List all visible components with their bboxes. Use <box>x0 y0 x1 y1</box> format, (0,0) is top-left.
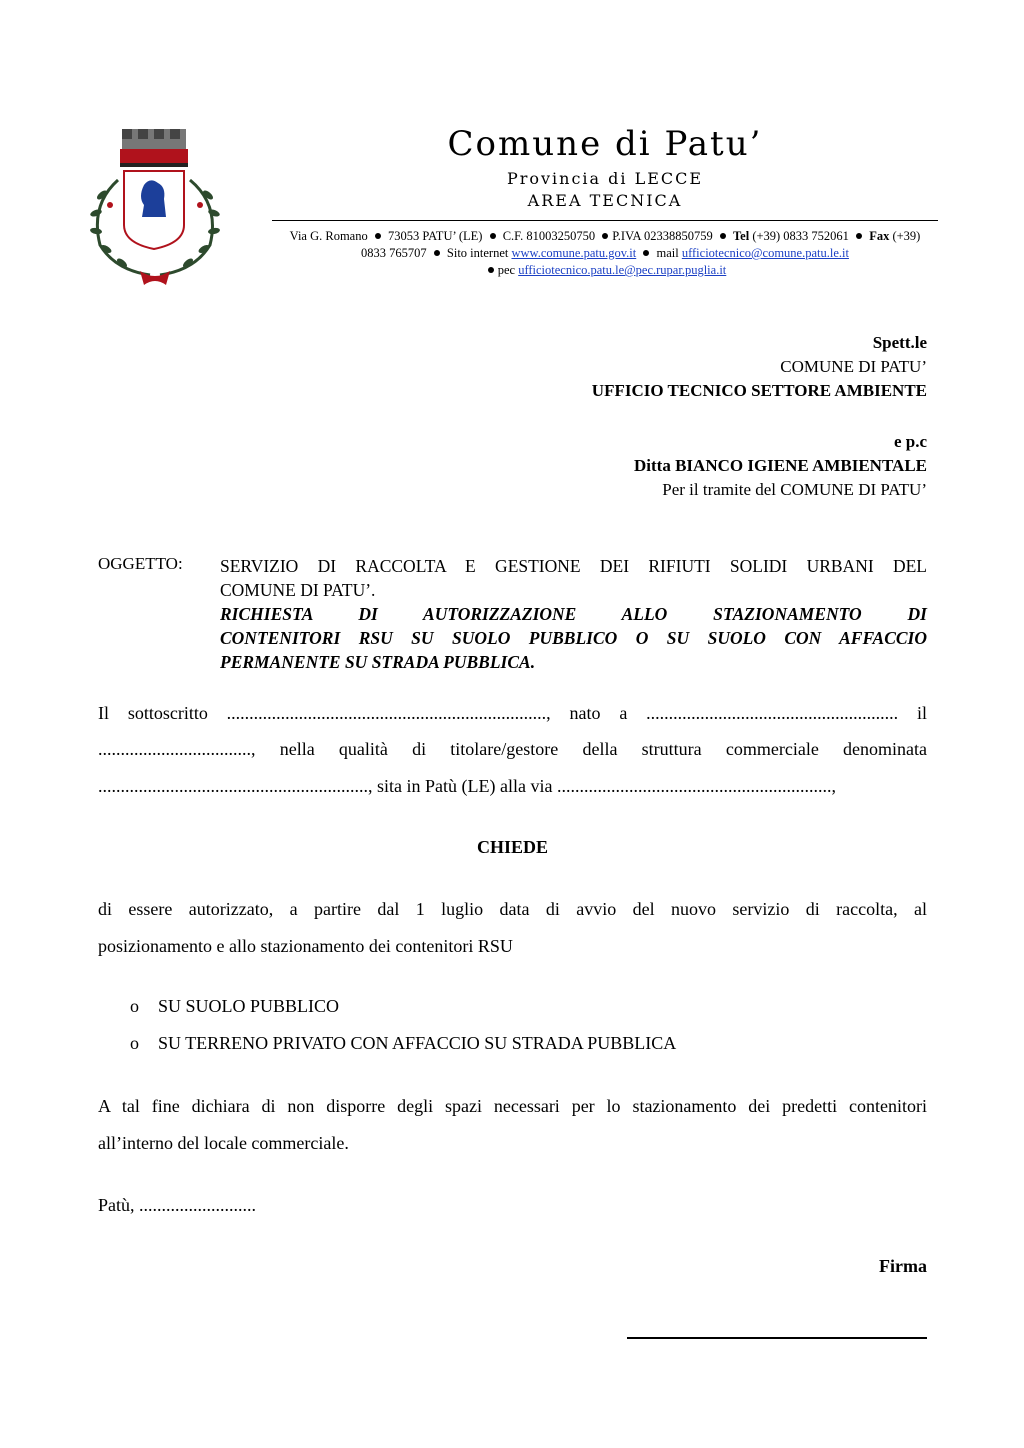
declaration-line-2: all’interno del locale commerciale. <box>98 1133 349 1153</box>
declarant-line-2: .................................., nella qualità di titolare/gestore della struttura commerciale denominata <box>98 739 927 759</box>
fax-label: Fax <box>869 229 890 243</box>
request-line-2: posizionamento e allo stazionamento dei contenitori RSU <box>98 936 513 956</box>
bullet-icon <box>375 233 381 239</box>
signature-label: Firma <box>879 1256 927 1276</box>
request-line-1: di essere autorizzato, a partire dal 1 luglio data di avvio del nuovo servizio di raccolta, al <box>98 899 927 919</box>
subject-line-3: RICHIESTA DI AUTORIZZAZIONE ALLO STAZIONAMENTO DI <box>220 604 927 624</box>
option-public-ground[interactable] <box>130 996 339 1017</box>
declarant-line-1: Il sottoscritto ......................................................................., nato a ........................................................ il <box>98 703 927 723</box>
website-link[interactable]: www.comune.patu.gov.it <box>511 246 637 260</box>
contact-line-1 <box>258 229 952 244</box>
declaration-line-1: A tal fine dichiara di non disporre degli spazi necessari per lo stazionamento dei predetti contenitori <box>98 1096 927 1116</box>
province-name: Provincia di LECCE <box>506 169 704 188</box>
bullet-icon <box>602 233 608 239</box>
municipality-title: Comune di Patu’ <box>447 124 763 164</box>
address-street: Via G. Romano <box>289 229 368 243</box>
vat-number: P.IVA 02338850759 <box>612 229 713 243</box>
option-checkbox[interactable]: o <box>130 1033 139 1053</box>
bullet-icon <box>434 250 440 256</box>
bullet-icon <box>856 233 862 239</box>
subject-label: OGGETTO: <box>98 554 183 573</box>
subject-line-4: CONTENITORI RSU SU SUOLO PUBBLICO O SU SUOLO CON AFFACCIO <box>220 628 927 648</box>
pec-label: pec <box>497 263 516 277</box>
subject-line-1: SERVIZIO DI RACCOLTA E GESTIONE DEI RIFIUTI SOLIDI URBANI DEL <box>220 556 927 576</box>
coat-of-arms-icon <box>80 125 230 290</box>
header-divider <box>272 220 938 221</box>
bullet-icon <box>643 250 649 256</box>
subject-line-2: COMUNE DI PATU’. <box>220 580 376 600</box>
bullet-icon <box>720 233 726 239</box>
bullet-icon <box>490 233 496 239</box>
cc-label: e p.c <box>893 432 927 451</box>
department-name: AREA TECNICA <box>527 191 683 210</box>
recipient-4: Per il tramite del COMUNE DI PATU’ <box>662 480 927 499</box>
recipient-2: UFFICIO TECNICO SETTORE AMBIENTE <box>591 381 927 400</box>
tel-label: Tel <box>732 229 750 243</box>
signature-line[interactable] <box>627 1337 927 1339</box>
mail-label: mail <box>656 246 679 260</box>
option-private-ground[interactable] <box>130 1033 676 1054</box>
option-label: SU TERRENO PRIVATO CON AFFACCIO SU STRADA PUBBLICA <box>158 1033 677 1053</box>
recipient-salutation: Spett.le <box>872 333 927 352</box>
recipient-1: COMUNE DI PATU’ <box>780 357 927 376</box>
tel-number: (+39) 0833 752061 <box>752 229 849 243</box>
request-heading: CHIEDE <box>476 837 548 857</box>
declarant-line-3: ............................................................, sita in Patù (LE) alla via ............................................................., <box>98 776 836 796</box>
subject-block <box>220 554 927 674</box>
site-label: Sito internet <box>446 246 509 260</box>
fiscal-code: C.F. 81003250750 <box>502 229 596 243</box>
subject-line-5: PERMANENTE SU STRADA PUBBLICA. <box>220 652 536 672</box>
bullet-icon <box>488 267 494 273</box>
fax-number: 0833 765707 <box>361 246 427 260</box>
pec-link[interactable]: ufficiotecnico.patu.le@pec.rupar.puglia.it <box>518 263 727 277</box>
contact-line-3 <box>258 263 952 278</box>
fax-prefix: (+39) <box>892 229 921 243</box>
option-checkbox[interactable]: o <box>130 996 139 1016</box>
address-city: 73053 PATU’ (LE) <box>387 229 483 243</box>
email-link[interactable]: ufficiotecnico@comune.patu.le.it <box>681 246 849 260</box>
recipient-3: Ditta BIANCO IGIENE AMBIENTALE <box>634 456 927 475</box>
option-label: SU SUOLO PUBBLICO <box>158 996 340 1016</box>
place-date: Patù, .......................... <box>98 1195 257 1215</box>
contact-line-2 <box>258 246 952 261</box>
